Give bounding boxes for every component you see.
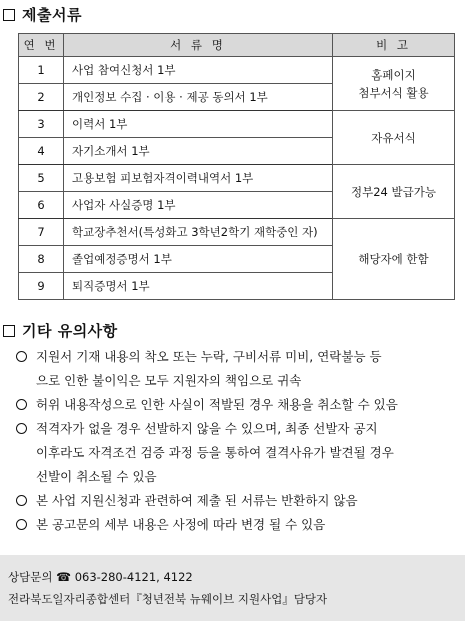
list-item (14, 345, 454, 393)
notes-list (14, 345, 454, 537)
note-text-line: 이후라도 자격조건 검증 과정 등을 통하여 결격사유가 발견될 경우 (36, 445, 394, 460)
row-number: 7 (19, 219, 64, 246)
list-item (14, 513, 454, 537)
row-number: 5 (19, 165, 64, 192)
row-document: 자기소개서 1부 (64, 138, 333, 165)
header-note: 비 고 (333, 34, 455, 57)
contact-label: 상담문의 (8, 570, 53, 584)
note-line: 홈페이지 (371, 67, 416, 82)
note-text-line: 으로 인한 불이익은 모두 지원자의 책임으로 귀속 (36, 373, 302, 388)
row-document: 사업자 사실증명 1부 (64, 192, 333, 219)
row-note: 해당자에 한함 (333, 219, 455, 300)
circle-bullet-icon (16, 519, 27, 530)
row-document: 졸업예정증명서 1부 (64, 246, 333, 273)
table-row (19, 219, 455, 246)
row-number: 4 (19, 138, 64, 165)
row-document: 개인정보 수집 · 이용 · 제공 동의서 1부 (64, 84, 333, 111)
section-submission-docs (3, 4, 82, 25)
row-note: 정부24 발급가능 (333, 165, 455, 219)
row-number: 1 (19, 57, 64, 84)
circle-bullet-icon (16, 495, 27, 506)
table-row (19, 165, 455, 192)
list-item (14, 489, 454, 513)
row-document: 이력서 1부 (64, 111, 333, 138)
contact-footer (0, 555, 465, 621)
table-row (19, 57, 455, 84)
organization-line: 전라북도일자리종합센터『청년전북 뉴웨이브 지원사업』담당자 (8, 592, 328, 606)
circle-bullet-icon (16, 423, 27, 434)
row-number: 2 (19, 84, 64, 111)
documents-table (18, 33, 455, 300)
row-number: 3 (19, 111, 64, 138)
checkbox-square-icon (3, 325, 15, 337)
note-line: 첨부서식 활용 (358, 85, 429, 100)
row-number: 8 (19, 246, 64, 273)
list-item (14, 393, 454, 417)
row-document: 고용보험 피보험자격이력내역서 1부 (64, 165, 333, 192)
circle-bullet-icon (16, 399, 27, 410)
phone-number: 063-280-4121, 4122 (74, 570, 193, 584)
checkbox-square-icon (3, 9, 15, 21)
table-row (19, 111, 455, 138)
row-note (333, 57, 455, 111)
note-text-line: 본 사업 지원신청과 관련하여 제출 된 서류는 반환하지 않음 (36, 493, 358, 508)
note-text-line: 지원서 기재 내용의 착오 또는 누락, 구비서류 미비, 연락불능 등 (36, 349, 382, 364)
row-number: 9 (19, 273, 64, 300)
contact-line (8, 569, 193, 585)
header-document: 서 류 명 (64, 34, 333, 57)
circle-bullet-icon (16, 351, 27, 362)
row-number: 6 (19, 192, 64, 219)
section-title: 제출서류 (22, 6, 82, 24)
note-text-line: 적격자가 없을 경우 선발하지 않을 수 있으며, 최종 선발자 공지 (36, 421, 378, 436)
note-text-line: 본 공고문의 세부 내용은 사정에 따라 변경 될 수 있음 (36, 517, 326, 532)
note-text-line: 선발이 취소될 수 있음 (36, 469, 157, 484)
list-item (14, 417, 454, 489)
phone-icon: ☎ (56, 570, 72, 584)
row-note: 자유서식 (333, 111, 455, 165)
row-document: 사업 참여신청서 1부 (64, 57, 333, 84)
row-document: 학교장추천서(특성화고 3학년2학기 재학중인 자) (64, 219, 333, 246)
note-text-line: 허위 내용작성으로 인한 사실이 적발된 경우 채용을 취소할 수 있음 (36, 397, 398, 412)
header-number: 연 번 (19, 34, 64, 57)
section-title: 기타 유의사항 (22, 322, 118, 340)
row-document: 퇴직증명서 1부 (64, 273, 333, 300)
section-other-notes (3, 320, 118, 341)
table-header-row (19, 34, 455, 57)
